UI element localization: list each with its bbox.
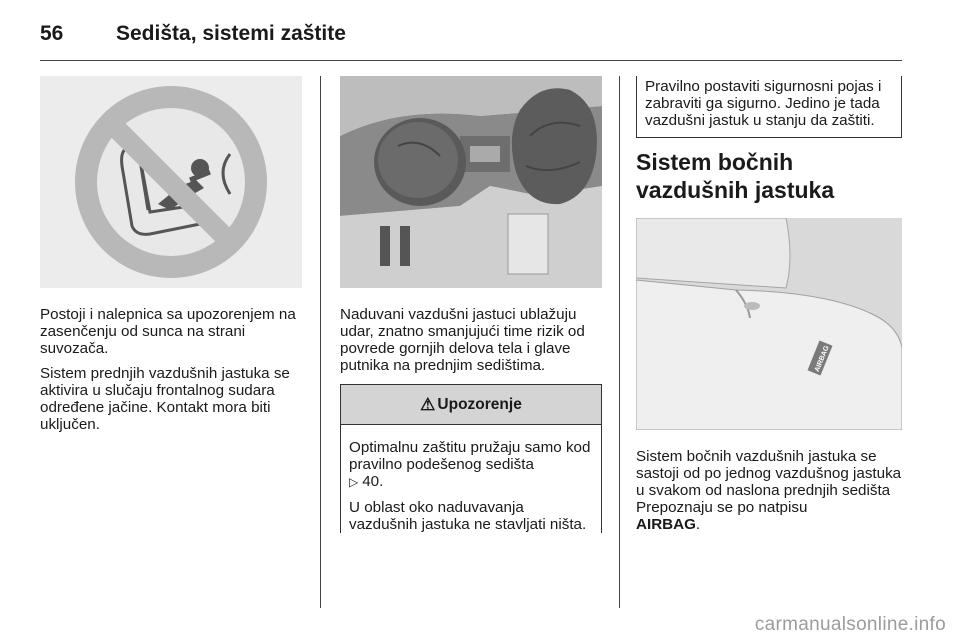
warning-triangle-icon: ⚠	[420, 394, 436, 414]
paragraph-front-airbag-system: Sistem prednjih vazdušnih jastuka se aktivira u slučaju frontalnog sudara određene jačine. Kontakt mora biti uključen.	[40, 365, 290, 433]
column-3	[636, 76, 902, 541]
seatbelt-note-box	[636, 76, 902, 138]
column-divider-2	[619, 76, 620, 608]
page-header	[40, 22, 902, 62]
warning-paragraph-2: U oblast oko naduvavanja vazdušnih jastuka ne stavljati ništa.	[349, 499, 587, 533]
page-reference: 40.	[362, 473, 384, 490]
no-child-seat-prohibition-icon	[40, 76, 302, 288]
paragraph-side-airbag-system	[636, 448, 902, 533]
seatbelt-note: Pravilno postaviti sigurnosni pojas i zabraviti ga sigurno. Jedino je tada vazdušni jastuk u stanju da zaštiti.	[645, 78, 882, 129]
warning-header	[341, 385, 601, 425]
warning-box	[340, 384, 602, 533]
column-1	[40, 76, 302, 441]
side-airbag-text: Sistem bočnih vazdušnih jastuka se sastoji od po jednog vazdušnog jastuka u svakom od naslona prednjih sedišta Prepoznaju se po natpisu	[636, 448, 902, 516]
airbag-word: AIRBAG	[636, 516, 696, 533]
header-divider	[40, 60, 902, 61]
warning-title: Upozorenje	[437, 395, 522, 413]
paragraph-airbags-reduce-injury: Naduvani vazdušni jastuci ublažuju udar, znatno smanjujući time rizik od povrede gornjih delova tela i glave putnika na prednjim sedištima.	[340, 306, 585, 374]
deployed-front-airbags-image	[340, 76, 602, 288]
warning-paragraph-1-text: Optimalnu zaštitu pružaju samo kod pravilno podešenog sedišta	[349, 439, 591, 473]
airbag-label-text: AIRBAG	[813, 344, 831, 374]
page-number: 56	[40, 22, 64, 45]
paragraph-sticker-warning: Postoji i nalepnica sa upozorenjem na zasenčenju od sunca na strani suvozača.	[40, 306, 296, 357]
watermark: carmanualsonline.info	[754, 614, 946, 635]
seat-airbag-label-image	[636, 218, 902, 430]
warning-body	[341, 425, 601, 533]
column-divider-1	[320, 76, 321, 608]
page-title: Sedišta, sistemi zaštite	[116, 22, 346, 45]
warning-paragraph-1	[349, 439, 591, 491]
column-2	[340, 76, 602, 541]
side-airbag-end: .	[695, 516, 701, 533]
section-heading-side-airbags: Sistem bočnih vazdušnih jastuka	[636, 149, 835, 203]
page-reference-arrow-icon: ▷	[349, 475, 359, 489]
